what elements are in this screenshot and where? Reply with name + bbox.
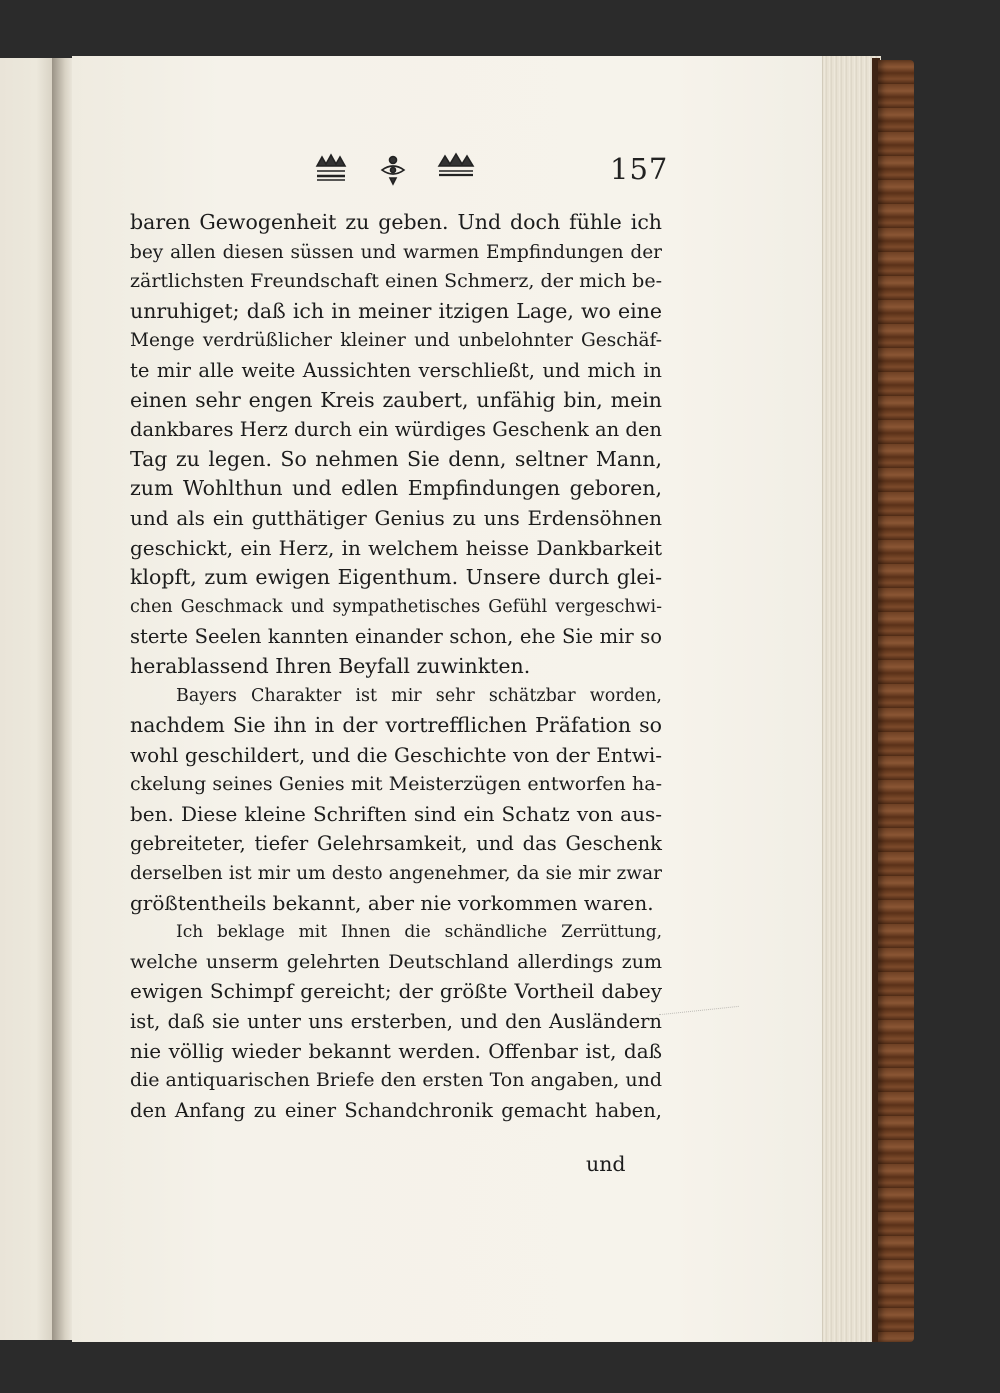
text-line: baren Gewogenheit zu geben. Und doch fühle ich <box>130 210 662 234</box>
text-line: ewigen Schimpf gereicht; der größte Vortheil dabey <box>130 979 662 1004</box>
crown-ornament-left-icon <box>314 152 348 184</box>
text-line: welche unserm gelehrten Deutschland allerdings zum <box>130 950 662 973</box>
text-line: sterte Seelen kannten einander schon, ehe Sie mir so <box>130 625 662 649</box>
leather-cover <box>878 60 914 1342</box>
text-line: nie völlig wieder bekannt werden. Offenbar ist, daß <box>130 1038 662 1063</box>
text-line: Bayers Charakter ist mir sehr schätzbar worden, <box>176 685 662 706</box>
text-line: chen Geschmack und sympathetisches Gefühl vergeschwi- <box>130 596 662 617</box>
text-line: ckelung seines Genies mit Meisterzügen entworfen ha- <box>130 773 662 796</box>
page-number: 157 <box>610 152 669 186</box>
text-line: den Anfang zu einer Schandchronik gemacht haben, <box>130 1098 662 1122</box>
text-line: gebreiteter, tiefer Gelehrsamkeit, und das Geschenk <box>130 832 662 856</box>
text-line: bey allen diesen süssen und warmen Empfindungen der <box>130 241 662 263</box>
text-line: wohl geschildert, und die Geschichte von der Entwi- <box>130 742 662 767</box>
center-flower-ornament-icon <box>378 152 408 186</box>
text-line: und als ein gutthätiger Genius zu uns Erdensöhnen <box>130 505 662 530</box>
text-line: zum Wohlthun und edlen Empfindungen geboren, <box>130 476 662 501</box>
text-line: zärtlichsten Freundschaft einen Schmerz, der mich be- <box>130 270 662 293</box>
facing-page-edge <box>0 58 54 1340</box>
text-line: Tag zu legen. So nehmen Sie denn, seltner Mann, <box>130 446 662 471</box>
text-line: Ich beklage mit Ihnen die schändliche Zerrüttung, <box>176 922 662 943</box>
text-line: die antiquarischen Briefe den ersten Ton angaben, und <box>130 1069 662 1092</box>
text-line: unruhiget; daß ich in meiner itzigen Lage, wo eine <box>130 298 662 323</box>
catchword: und <box>586 1152 626 1176</box>
body-text <box>130 208 662 1125</box>
text-line: te mir alle weite Aussichten verschließt, und mich in <box>130 358 662 382</box>
text-line: derselben ist mir um desto angenehmer, da sie mir zwar <box>130 863 662 885</box>
text-line: Menge verdrüßlicher kleiner und unbelohnter Geschäf- <box>130 330 662 352</box>
text-line: einen sehr engen Kreis zaubert, unfähig bin, mein <box>130 387 662 412</box>
crown-ornament-right-icon <box>436 152 476 184</box>
text-line: ben. Diese kleine Schriften sind ein Schatz von aus- <box>130 801 662 826</box>
text-line: geschickt, ein Herz, in welchem heisse Dankbarkeit <box>130 535 662 560</box>
text-line: ist, daß sie unter uns ersterben, und den Ausländern <box>130 1010 662 1034</box>
text-line: klopft, zum ewigen Eigenthum. Unsere durch glei- <box>130 565 662 590</box>
gutter-shadow <box>52 58 74 1340</box>
text-line: nachdem Sie ihn in der vortrefflichen Präfation so <box>130 713 662 738</box>
text-line: dankbares Herz durch ein würdiges Geschenk an den <box>130 418 662 442</box>
text-line: herablassend Ihren Beyfall zuwinkten. <box>130 653 531 678</box>
text-line: größtentheils bekannt, aber nie vorkommen waren. <box>130 890 654 915</box>
